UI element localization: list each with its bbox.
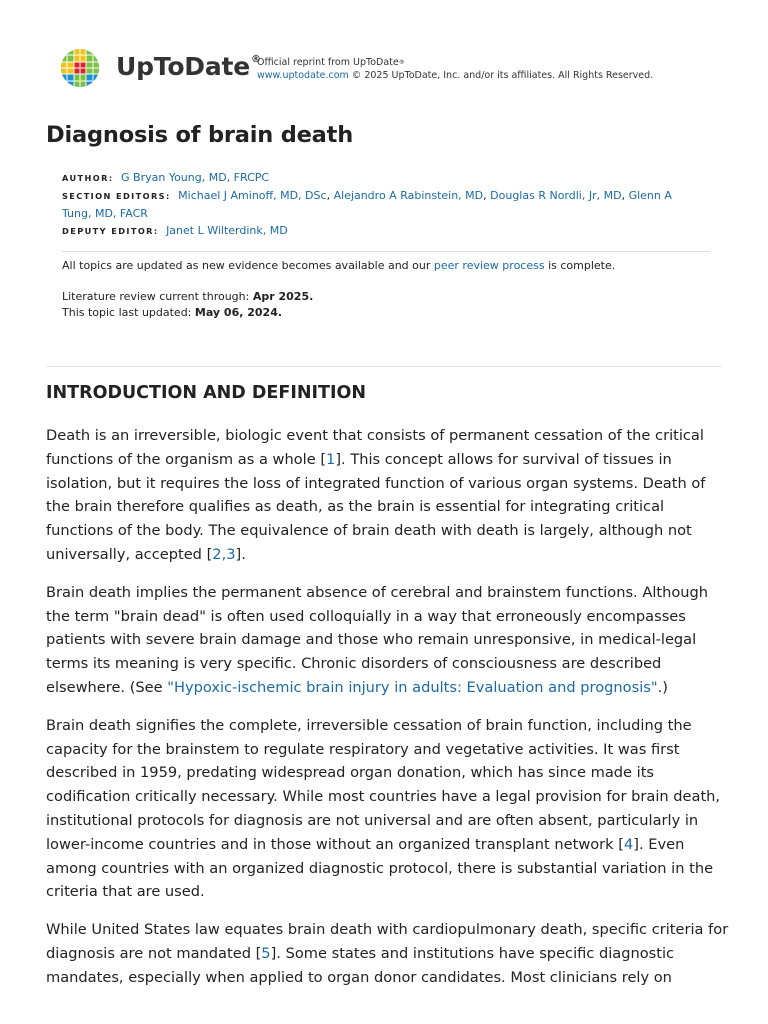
peer-review-link[interactable]: peer review process — [433, 259, 545, 272]
paragraph-text: While United States law equates brain death with cardiopulmonary death, specific criteria for diagnosis are not mandated [ — [46, 921, 729, 962]
site-header — [60, 48, 654, 88]
last-updated-line — [62, 305, 712, 321]
reference-link[interactable]: 5 — [261, 944, 271, 962]
brand-name — [116, 52, 261, 81]
deputy-editor-line — [62, 222, 702, 240]
paragraph-text: Brain death signifies the complete, irreversible cessation of brain function, including the capacity for the brainstem to regulate respiratory and vegetative activities. It was first described in 1959, predating widespread organ donation, which has since made its codification critically necessary. While most countries have a legal provision for brain death, institutional protocols for diagnosis are not universal and are often absent, particularly in lower-income countries and in those without an organized transplant network [ — [46, 716, 721, 853]
section-heading: INTRODUCTION AND DEFINITION — [46, 383, 366, 403]
article-body — [46, 424, 730, 1004]
section-editors-label: SECTION EDITORS: — [62, 191, 171, 201]
reprint-notice — [257, 56, 677, 82]
update-notice — [62, 258, 712, 274]
review-dates — [62, 289, 712, 321]
literature-review-line — [62, 289, 712, 305]
paragraph-text: ]. Some states and institutions have specific diagnostic mandates, especially when applied to organ donor candidates. Most clinicians rely on — [46, 944, 675, 986]
section-divider — [46, 366, 722, 367]
section-editor-link[interactable]: Douglas R Nordli, Jr, MD — [490, 189, 622, 202]
paragraph-text: ]. — [235, 545, 246, 563]
uptodate-logo-icon[interactable] — [60, 48, 100, 88]
paragraph-text: Death is an irreversible, biologic event that consists of permanent cessation of the critical functions of the organism as a whole [ — [46, 427, 704, 468]
deputy-editor-link[interactable]: Janet L Wilterdink, MD — [166, 224, 288, 237]
last-updated-date: May 06, 2024. — [194, 306, 283, 319]
site-link[interactable]: www.uptodate.com — [257, 70, 349, 81]
registered-mark: ® — [251, 54, 261, 65]
brand-text: UpToDate — [116, 52, 251, 81]
literature-review-date: Apr 2025. — [252, 290, 314, 303]
section-editors-line: SECTION EDITORS: Michael J Aminoff, MD, DSc, Alejandro A Rabinstein, MD, Douglas R Nordli, Jr, MD, Glenn A Tung, MD, FACR — [62, 189, 672, 220]
author-link[interactable]: G Bryan Young, MD, FRCPC — [121, 171, 270, 184]
copyright-text: © 2025 UpToDate, Inc. and/or its affiliates. All Rights Reserved. — [348, 70, 654, 81]
paragraph — [46, 918, 730, 989]
reference-link[interactable]: 4 — [623, 835, 634, 853]
section-editor-link[interactable]: Alejandro A Rabinstein, MD — [333, 189, 484, 202]
literature-review-label: Literature review current through: — [62, 290, 253, 303]
paragraph-text: ]. This concept allows for survival of tissues in isolation, but it requires the loss of integrated function of various organ systems. Death of the brain therefore qualifies as death, as the brain is essential for integrating critical functions of the body. The equivalence of brain death with death is largely, although not universally, accepted [ — [46, 450, 706, 563]
paragraph-text: .) — [657, 678, 668, 696]
topic-link[interactable]: "Hypoxic-ischemic brain injury in adults: Evaluation and prognosis" — [167, 678, 658, 696]
paragraph-text: ]. Even among countries with an organized diagnostic protocol, there is substantial variation in the criteria that are used. — [46, 835, 714, 901]
author-line — [62, 169, 702, 187]
update-text: All topics are updated as new evidence becomes available and our — [62, 259, 434, 272]
reference-link[interactable]: 2,3 — [212, 545, 236, 563]
page-title: Diagnosis of brain death — [46, 122, 354, 148]
reprint-registered-mark: ® — [398, 59, 405, 66]
author-label: AUTHOR: — [62, 173, 114, 183]
paragraph — [46, 581, 730, 700]
section-editor-link[interactable]: Michael J Aminoff, MD, DSc — [178, 189, 327, 202]
update-text-end: is complete. — [544, 259, 616, 272]
reprint-label: Official reprint from UpToDate — [257, 57, 399, 68]
section-editor-link[interactable]: Glenn A Tung, MD, FACR — [62, 189, 672, 220]
last-updated-label: This topic last updated: — [62, 306, 195, 319]
paragraph — [46, 424, 730, 567]
contributors-block — [62, 169, 702, 240]
divider — [62, 251, 710, 252]
reference-link[interactable]: 1 — [326, 450, 336, 468]
paragraph — [46, 714, 730, 904]
deputy-editor-label: DEPUTY EDITOR: — [62, 226, 159, 236]
paragraph-text: Brain death implies the permanent absence of cerebral and brainstem functions. Although the term "brain dead" is often used colloquially in a way that erroneously encompasses patients with severe brain damage and those who remain unresponsive, in medical-legal terms its meaning is very specific. Chronic disorders of consciousness are described elsewhere. (See — [46, 583, 709, 696]
